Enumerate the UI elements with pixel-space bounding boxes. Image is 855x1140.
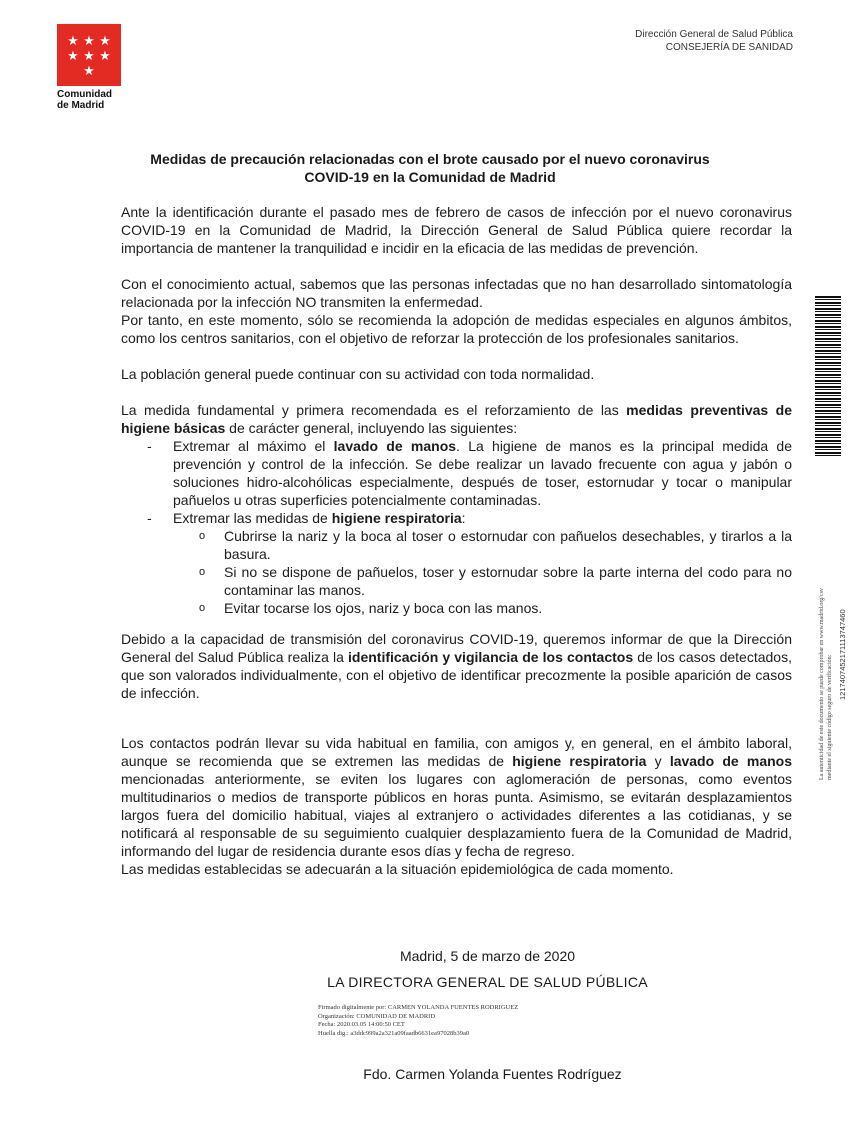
title-line-1: Medidas de precaución relacionadas con el brote causado por el nuevo coronavirus [150, 151, 710, 167]
paragraph-measures-adapt: Las medidas establecidas se adecuarán a la situación epidemiológica de cada momento. [121, 861, 674, 877]
bullet-mark: - [147, 438, 152, 454]
signing-date: Madrid, 5 de marzo de 2020 [399, 948, 576, 964]
verification-note: La autenticidad de este documento se puede comprobar en www.madrid.org/csv mediante el siguiente código seguro de verificación: [819, 588, 833, 780]
list-item [121, 527, 792, 563]
department-header [635, 28, 793, 54]
verification-code: 1217407452171113747460 [838, 609, 847, 700]
logo-text [57, 89, 123, 111]
paragraph-contact-tracing: Debido a la capacidad de transmisión del coronavirus COVID-19, queremos informar de que la Dirección General del Salud Pública realiza la identificación y vigilancia de los contactos de los casos detectados, que son valorados individualmente, con el objetivo de identificar precozmente la posible aparición de casos de infección. [121, 631, 792, 701]
logo-line-2: de Madrid [57, 100, 105, 111]
madrid-flag-icon: ★ ★ ★ ★ ★ ★ ★ [57, 24, 121, 86]
sub-bullet-mark: o [199, 566, 206, 578]
paragraph-knowledge: Con el conocimiento actual, sabemos que las personas infectadas que no han desarrollado sintomatología relacionada por la infección NO transmiten la enfermedad. [121, 276, 792, 310]
title-line-2: COVID-19 en la Comunidad de Madrid [304, 169, 556, 185]
sub-bullet-mark: o [199, 530, 206, 542]
bullet-mark: - [147, 510, 152, 526]
paragraph-intro: Ante la identificación durante el pasado mes de febrero de casos de infección por el nuevo coronavirus COVID-19 en la Comunidad de Madrid, la Dirección General de Salud Pública quiere recordar la importancia de mantener la tranquilidad e incidir en la eficacia de las medidas de prevención. [121, 204, 792, 256]
director-title: LA DIRECTORA GENERAL DE SALUD PÚBLICA [327, 974, 648, 990]
digital-signature-stamp: Firmado digitalmente por: CARMEN YOLANDA FUENTES RODRIGUEZ Organización: COMUNIDAD DE MADRID Fecha: 2020.03.05 14:00:50 CET Huella dig.: a3ddc999a2a321a09faadb6631ea97028b39a0 [318, 1004, 519, 1037]
sub-item-elbow: Si no se dispone de pañuelos, toser y estornudar sobre la parte interna del codo para no contaminar las manos. [224, 564, 792, 598]
document-body [121, 203, 792, 878]
bullet-handwashing: Extremar al máximo el lavado de manos. La higiene de manos es la principal medida de prevención y control de la infección. Se debe realizar un lavado frecuente con agua y jabón o soluciones hidro-alcohólicas especialmente, después de toser, estornudar y tocar o manipular pañuelos u otras superficies potencialmente contaminadas. [173, 438, 792, 508]
ministry-name: CONSEJERÍA DE SANIDAD [665, 42, 793, 53]
list-item [121, 509, 792, 527]
signer-name: Fdo. Carmen Yolanda Fuentes Rodríguez [363, 1066, 622, 1082]
list-item [121, 437, 792, 509]
paragraph-contacts-life: Los contactos podrán llevar su vida habitual en familia, con amigos y, en general, en el ámbito laboral, aunque se recomienda que se extremen las medidas de higiene respiratoria y lavado de manos mencionadas anteriormente, se eviten los lugares con aglomeración de personas, como eventos multitudinarios o medios de transporte públicos en horas punta. Asimismo, se evitarán desplazamientos largos fuera del domicilio habitual, viajes al extranjero o actividades diferentes a las cotidianas, y se notificará al responsable de su seguimiento cualquier desplazamiento fuera de la Comunidad de Madrid, informando del lugar de residencia durante esos días y fecha de regreso. [121, 735, 792, 859]
paragraph-general-population: La población general puede continuar con su actividad con toda normalidad. [121, 366, 595, 382]
sub-item-cover-nose: Cubrirse la nariz y la boca al toser o estornudar con pañuelos desechables, y tirarlos a la basura. [224, 528, 792, 562]
list-item [121, 599, 792, 617]
paragraph-hygiene-measures: La medida fundamental y primera recomendada es el reforzamiento de las medidas preventivas de higiene básicas de carácter general, incluyendo las siguientes: [121, 402, 792, 436]
department-name: Dirección General de Salud Pública [635, 29, 793, 40]
comunidad-de-madrid-logo [57, 24, 123, 111]
sub-item-face: Evitar tocarse los ojos, nariz y boca con las manos. [224, 600, 543, 616]
list-item [121, 563, 792, 599]
logo-line-1: Comunidad [57, 89, 112, 100]
paragraph-special-measures: Por tanto, en este momento, sólo se recomienda la adopción de medidas especiales en algunos ámbitos, como los centros sanitarios, con el objetivo de reforzar la protección de los profesionales sanitarios. [121, 312, 792, 346]
sub-bullet-mark: o [199, 602, 206, 614]
barcode-icon [815, 296, 841, 456]
document-title [120, 150, 740, 186]
bullet-respiratory-hygiene: Extremar las medidas de higiene respiratoria: [173, 510, 466, 526]
